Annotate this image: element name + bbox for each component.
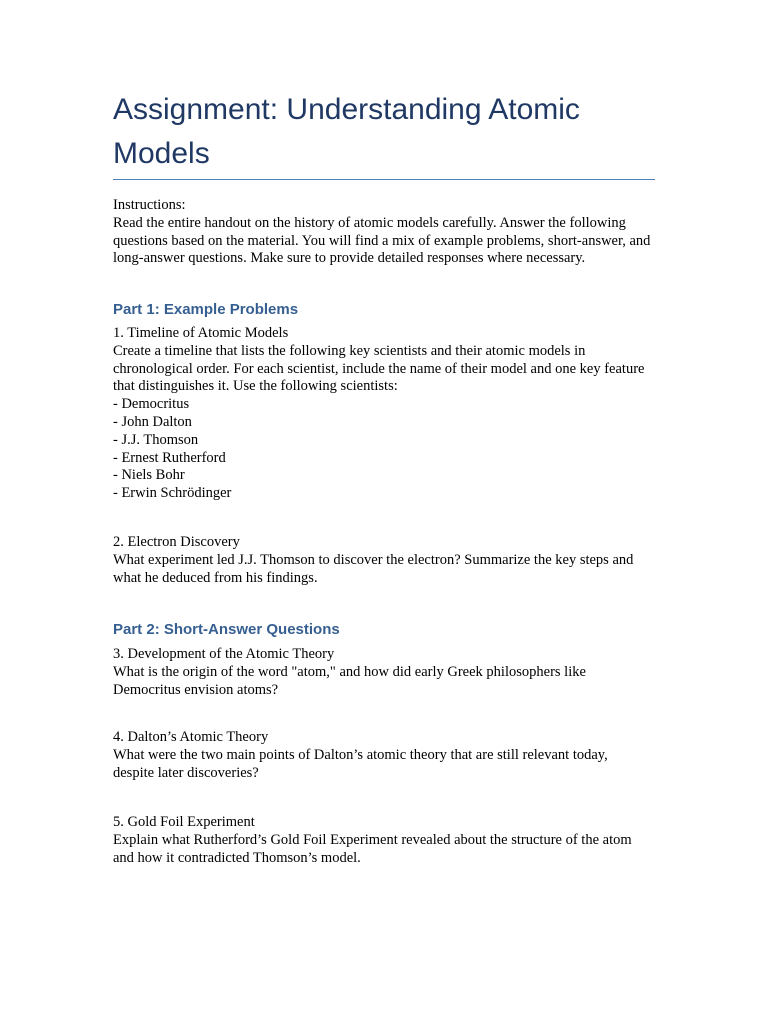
question-text-line: and how it contradicted Thomson’s model. — [113, 849, 361, 866]
scientist-list-item: - Ernest Rutherford — [113, 449, 226, 466]
question-2 — [113, 534, 633, 587]
question-4 — [113, 729, 608, 782]
question-5 — [113, 814, 632, 867]
title-underline — [113, 179, 655, 180]
instructions-section — [113, 197, 650, 268]
scientist-list-item: - John Dalton — [113, 413, 192, 430]
question-title: 1. Timeline of Atomic Models — [113, 325, 289, 341]
question-text-line: chronological order. For each scientist, include the name of their model and one key feature — [113, 360, 645, 377]
question-text-line: Democritus envision atoms? — [113, 681, 279, 698]
instructions-text-line: Read the entire handout on the history of atomic models carefully. Answer the following — [113, 214, 626, 231]
scientist-list-item: - Democritus — [113, 396, 190, 413]
question-title: 5. Gold Foil Experiment — [113, 814, 255, 830]
question-1 — [113, 325, 644, 503]
scientist-list-item: - Niels Bohr — [113, 467, 185, 484]
instructions-text-line: long-answer questions. Make sure to provide detailed responses where necessary. — [113, 250, 586, 267]
question-text-line: What were the two main points of Dalton’s atomic theory that are still relevant today, — [113, 746, 608, 763]
question-text-line: despite later discoveries? — [113, 764, 259, 781]
question-text-line: What is the origin of the word "atom," and how did early Greek philosophers like — [113, 663, 586, 680]
question-title: 4. Dalton’s Atomic Theory — [113, 729, 269, 745]
scientist-list-item: - J.J. Thomson — [113, 431, 199, 448]
document-title: Assignment: Understanding Atomic Models — [113, 93, 580, 170]
question-title: 3. Development of the Atomic Theory — [113, 646, 335, 662]
question-text-line: Explain what Rutherford’s Gold Foil Experiment revealed about the structure of the atom — [113, 831, 632, 848]
instructions-text-line: questions based on the material. You will find a mix of example problems, short-answer, and — [113, 232, 651, 249]
question-text-line: what he deduced from his findings. — [113, 569, 318, 586]
scientist-list-item: - Erwin Schrödinger — [113, 485, 232, 502]
question-text-line: that distinguishes it. Use the following scientists: — [113, 378, 398, 395]
section-heading-part-1: Part 1: Example Problems — [113, 301, 299, 318]
instructions-label: Instructions: — [113, 197, 186, 213]
section-heading-part-2: Part 2: Short-Answer Questions — [113, 621, 340, 638]
question-3 — [113, 646, 586, 699]
question-text-line: Create a timeline that lists the following key scientists and their atomic models in — [113, 342, 586, 359]
question-text-line: What experiment led J.J. Thomson to discover the electron? Summarize the key steps and — [113, 551, 634, 568]
question-title: 2. Electron Discovery — [113, 534, 240, 550]
